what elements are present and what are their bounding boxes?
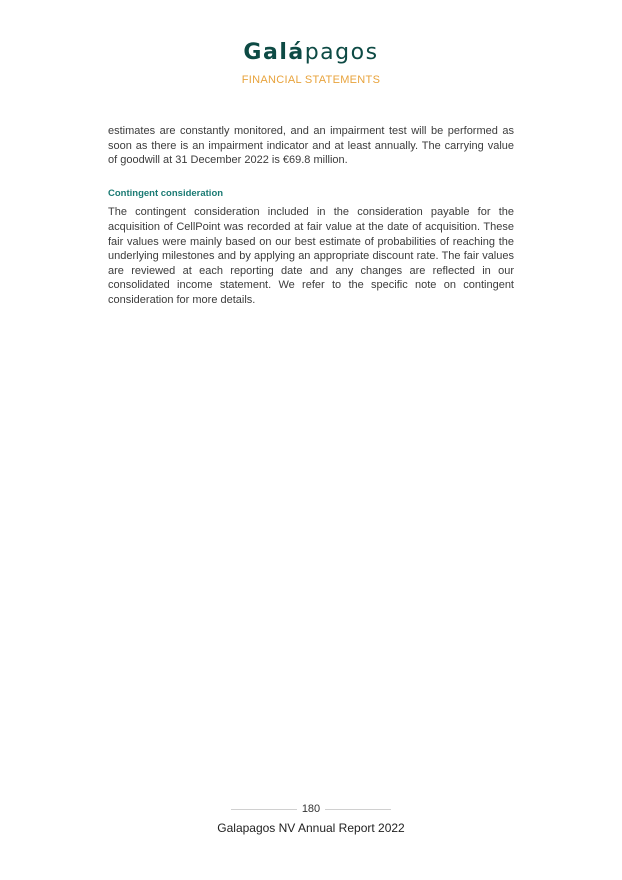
- footer-rule-left: [231, 809, 297, 810]
- report-title: Galapagos NV Annual Report 2022: [217, 821, 405, 835]
- section-title: FINANCIAL STATEMENTS: [241, 74, 381, 86]
- footer-rule-right: [325, 809, 391, 810]
- logo-bold-text: Galá: [243, 40, 305, 65]
- heading-contingent-consideration: Contingent consideration: [108, 187, 224, 199]
- paragraph-goodwill: estimates are constantly monitored, and an impairment test will be performed as soon as there is an impairment indicator and at least annually. The carrying value of goodwill at 31 December 2022 is €69.8 million.: [108, 125, 514, 167]
- logo-light-text: pagos: [304, 40, 379, 65]
- company-logo: [0, 40, 622, 65]
- paragraph-contingent-consideration: The contingent consideration included in the consideration payable for the acquisition of CellPoint was recorded at fair value at the date of acquisition. These fair values were mainly based on our best estimate of probabilities of reaching the underlying milestones and by applying an appropriate discount rate. The fair values are reviewed at each reporting date and any changes are reflected in our consolidated income statement. We refer to the specific note on contingent consideration for more details.: [108, 206, 514, 306]
- page-number: 180: [301, 803, 321, 815]
- page-number-bar: [0, 803, 622, 815]
- main-content: [108, 124, 514, 308]
